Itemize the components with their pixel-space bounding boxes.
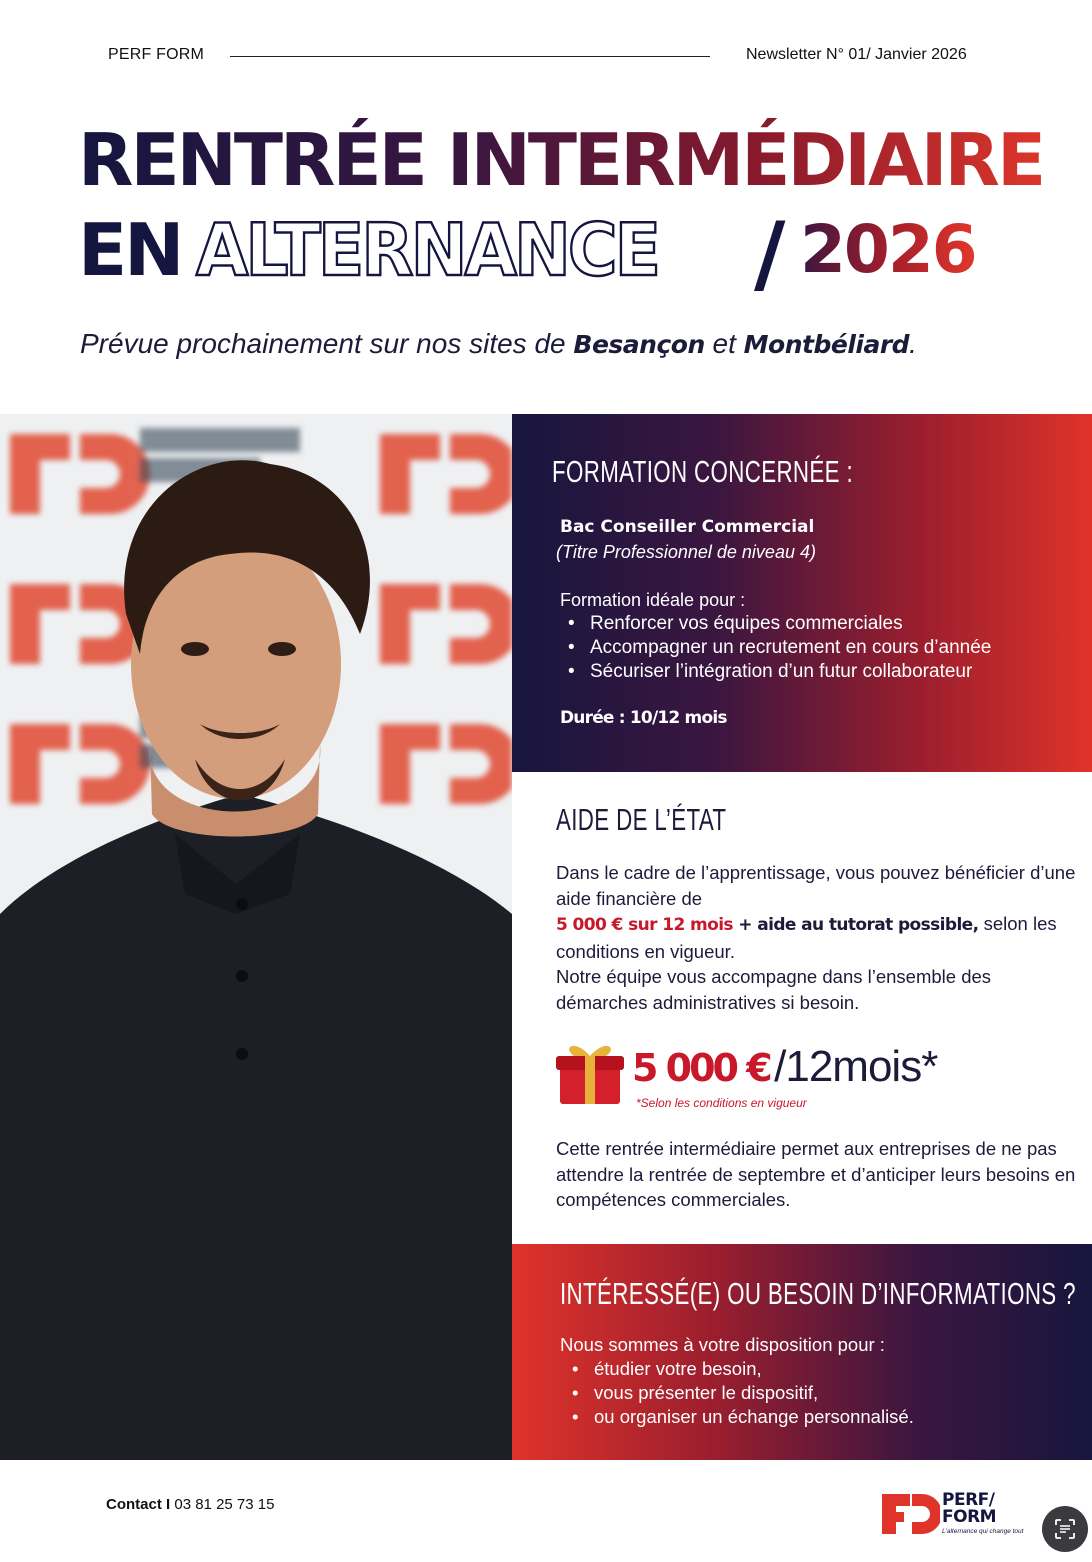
amount-note: *Selon les conditions en vigueur: [636, 1096, 807, 1110]
text-scan-button[interactable]: [1042, 1506, 1088, 1552]
logo-line1: PERF/: [942, 1490, 995, 1510]
aide-closing: Cette rentrée intermédiaire permet aux entreprises de ne pas attendre la rentrée de septembre et d’anticiper leurs besoins en compétences commerciales.: [556, 1138, 1076, 1210]
logo-wordmark: [942, 1492, 996, 1526]
footer-contact: [106, 1496, 274, 1513]
brand-name: PERF FORM: [108, 46, 205, 63]
gift-icon: [556, 1034, 624, 1106]
headline-year: 2026: [800, 208, 976, 292]
logo-line2: FORM: [942, 1507, 997, 1527]
text-scan-icon: [1053, 1517, 1077, 1541]
headline-line1: RENTRÉE INTERMÉDIAIRE: [78, 118, 1058, 202]
ideal-list: [564, 612, 991, 684]
perf-form-logo: [880, 1490, 1024, 1540]
aide-panel: [512, 772, 1092, 1244]
headline-en: EN: [78, 208, 182, 292]
contact-list: [568, 1357, 914, 1429]
list-item: • ou organiser un échange personnalisé.: [568, 1405, 914, 1429]
formation-panel: [512, 414, 1092, 772]
ideal-label: Formation idéale pour :: [560, 590, 746, 610]
aide-highlight-amount: 5 000 € sur 12 mois: [556, 915, 733, 935]
aide-amount: [632, 1042, 937, 1092]
list-item: • Renforcer vos équipes commerciales: [564, 612, 991, 636]
amount-period: /12mois*: [774, 1042, 938, 1091]
contact-intro: Nous sommes à votre disposition pour :: [560, 1334, 885, 1355]
aide-description: [556, 860, 1086, 1015]
subtitle-prefix: Prévue prochainement sur nos sites de: [80, 328, 574, 359]
aide-text-part1: Dans le cadre de l’apprentissage, vous pouvez bénéficier d’une aide financière de: [556, 862, 1076, 909]
headline-alternance: ALTERNANCE: [196, 208, 659, 292]
duration: Durée : 10/12 mois: [560, 708, 727, 728]
contact-title: INTÉRESSÉ(E) OU BESOIN D’INFORMATIONS ?: [560, 1276, 1076, 1311]
contact-label: Contact: [106, 1496, 162, 1513]
logo-tagline: L'alternance qui change tout: [942, 1528, 1024, 1535]
contact-separator: I: [166, 1496, 171, 1513]
aide-text-part2: selon les conditions en vigueur.: [556, 913, 1057, 962]
subtitle-middle: et: [704, 328, 744, 359]
formation-title: FORMATION CONCERNÉE :: [552, 454, 854, 489]
city-besancon: Besançon: [573, 330, 705, 359]
subtitle: [80, 328, 917, 360]
list-item: • étudier votre besoin,: [568, 1357, 914, 1381]
headline-line2: [78, 204, 1058, 304]
headline: [78, 118, 1058, 304]
top-bar: [0, 40, 1092, 70]
person-figure: [0, 414, 512, 1460]
list-item: • vous présenter le dispositif,: [568, 1381, 914, 1405]
newsletter-issue: Newsletter N° 01/ Janvier 2026: [746, 46, 967, 63]
subtitle-suffix: .: [909, 328, 917, 359]
course-detail: (Titre Professionnel de niveau 4): [556, 542, 816, 562]
list-item: • Sécuriser l’intégration d’un futur collaborateur: [564, 660, 991, 684]
list-item: • Accompagner un recrutement en cours d’année: [564, 636, 991, 660]
contact-panel: [512, 1244, 1092, 1460]
header-divider: [230, 56, 710, 57]
city-montbeliard: Montbéliard: [743, 330, 910, 359]
amount-value: 5 000 €: [632, 1046, 770, 1090]
aide-title: AIDE DE L’ÉTAT: [556, 802, 727, 837]
headline-slash: /: [754, 204, 786, 304]
course-name: Bac Conseiller Commercial: [560, 517, 815, 537]
aide-text-part3: Notre équipe vous accompagne dans l’ensemble des démarches administratives si besoin.: [556, 966, 992, 1013]
aide-highlight-tutorat: + aide au tutorat possible,: [732, 915, 979, 935]
logo-mark-icon: [880, 1490, 940, 1536]
phone-number[interactable]: 03 81 25 73 15: [174, 1496, 275, 1513]
student-photo: [0, 414, 512, 1460]
